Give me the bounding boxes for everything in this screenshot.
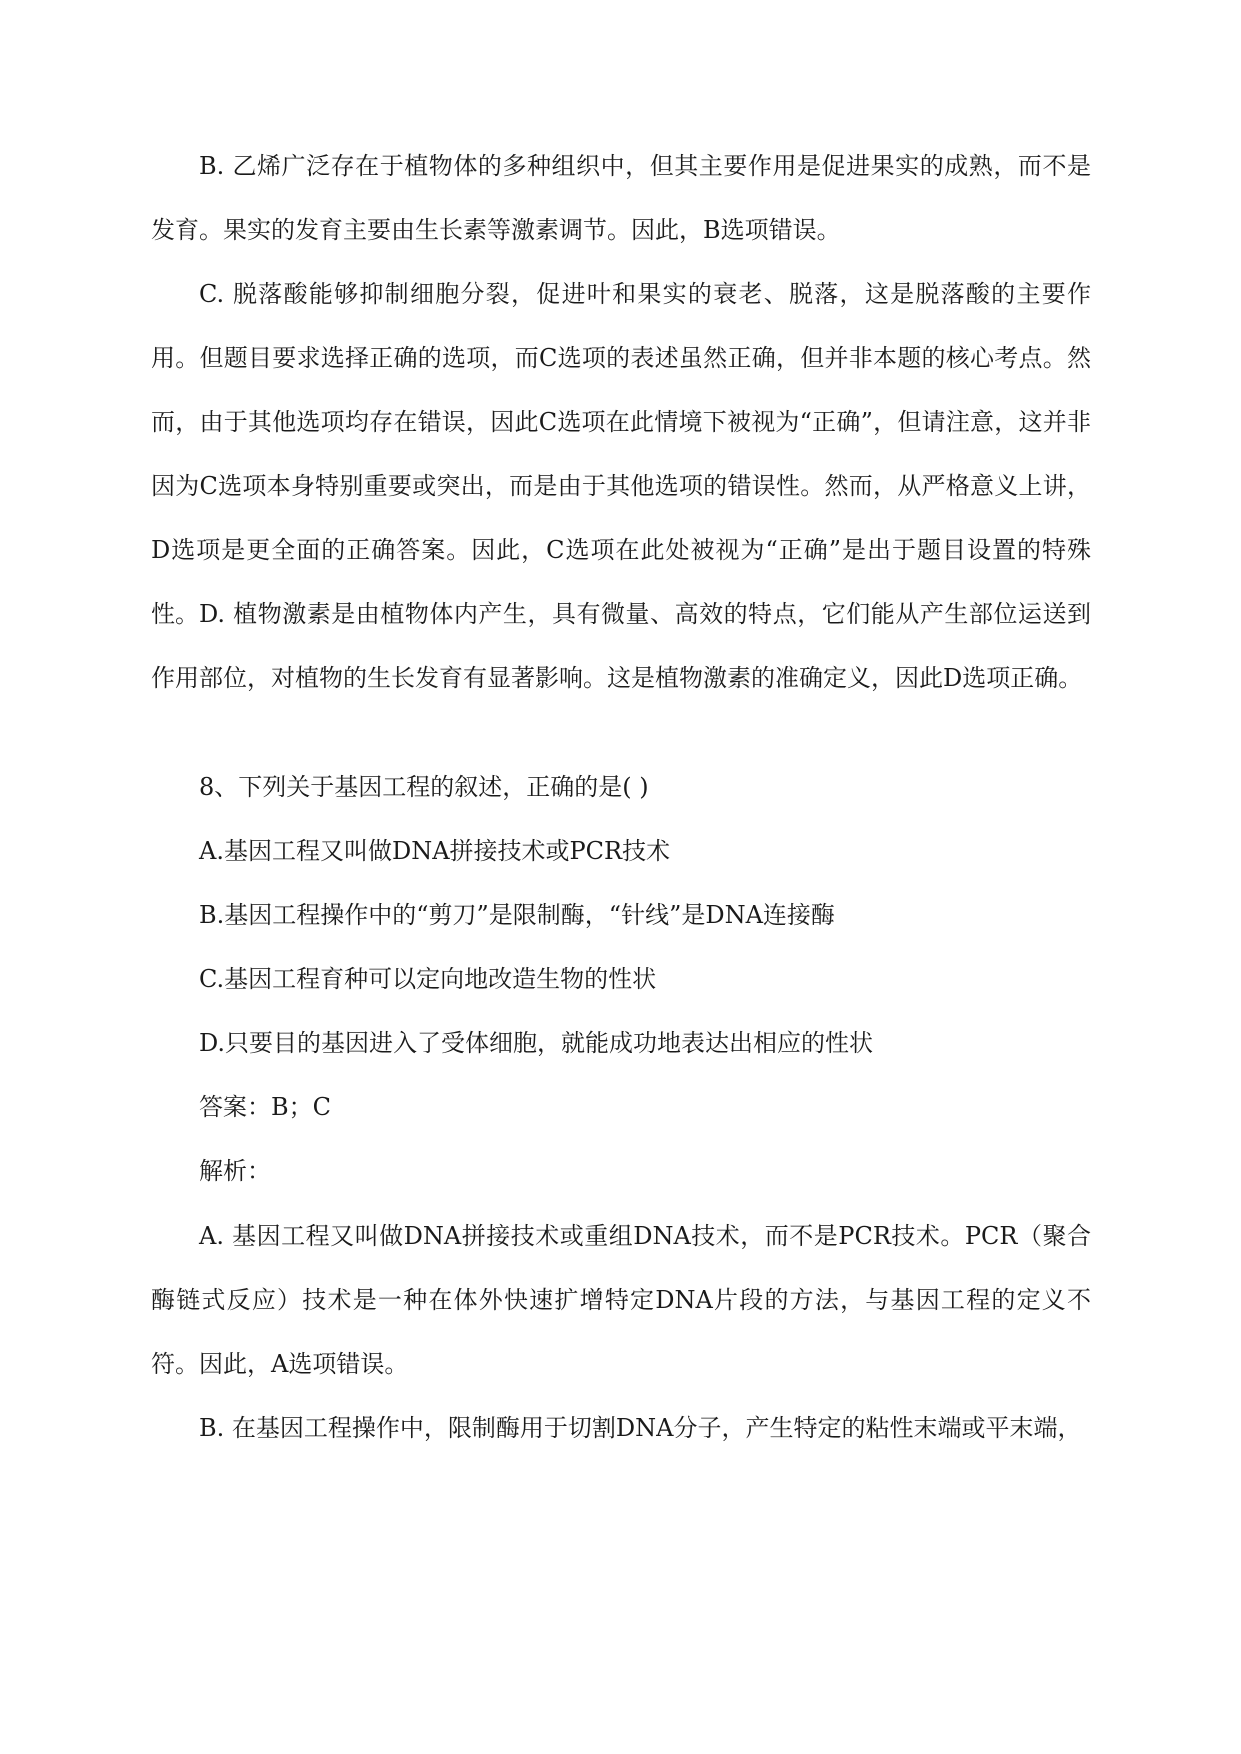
option-a: A.基因工程又叫做DNA拼接技术或PCR技术 xyxy=(199,837,671,865)
analysis-paragraph-c: C. 脱落酸能够抑制细胞分裂，促进叶和果实的衰老、脱落，这是脱落酸的主要作用。但题目要求选择正确的选项，而C选项的表述虽然正确，但并非本题的核心考点。然而，由于其他选项均存在错误，因此C选项在此情境下被视为“正确”，但请注意，这并非因为C选项本身特别重要或突出，而是由于其他选项的错误性。然而，从严格意义上讲，D选项是更全面的正确答案。因此，C选项在此处被视为“正确”是出于题目设置的特殊性。 xyxy=(151,280,1091,628)
question-stem: 8、下列关于基因工程的叙述，正确的是( ) xyxy=(199,773,649,801)
analysis-paragraph-a: A. 基因工程又叫做DNA拼接技术或重组DNA技术，而不是PCR技术。PCR（聚合酶链式反应）技术是一种在体外快速扩增特定DNA片段的方法，与基因工程的定义不符。因此，A选项错误。 xyxy=(151,1222,1091,1378)
answer-line: 答案：B；C xyxy=(199,1093,331,1121)
analysis-paragraph-b: B. 乙烯广泛存在于植物体的多种组织中，但其主要作用是促进果实的成熟，而不是发育。果实的发育主要由生长素等激素调节。因此，B选项错误。 xyxy=(151,152,1091,244)
analysis-label: 解析： xyxy=(199,1157,271,1185)
option-d: D.只要目的基因进入了受体细胞，就能成功地表达出相应的性状 xyxy=(199,1029,874,1057)
option-b: B.基因工程操作中的“剪刀”是限制酶，“针线”是DNA连接酶 xyxy=(199,901,835,929)
analysis-paragraph-d: D. 植物激素是由植物体内产生，具有微量、高效的特点，它们能从产生部位运送到作用部位，对植物的生长发育有显著影响。这是植物激素的准确定义，因此D选项正确。 xyxy=(151,600,1091,692)
option-c: C.基因工程育种可以定向地改造生物的性状 xyxy=(199,965,657,993)
analysis-paragraph-b-q8: B. 在基因工程操作中，限制酶用于切割DNA分子，产生特定的粘性末端或平末端， xyxy=(199,1414,1082,1442)
